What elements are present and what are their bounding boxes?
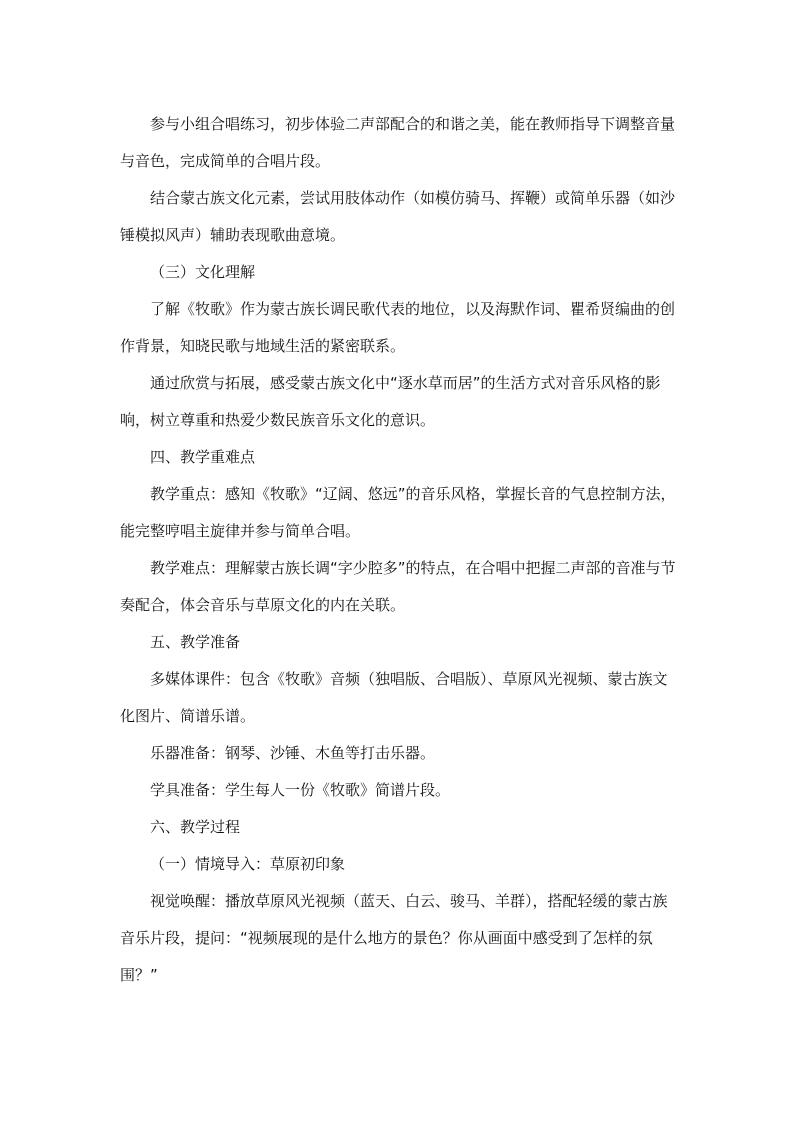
paragraph-small-group-chorus: 参与小组合唱练习，初步体验二声部配合的和谐之美，能在教师指导下调整音量与音色，完成简单的合唱片段。 — [120, 115, 676, 170]
section-heading-teaching-preparation: 五、教学准备 — [150, 633, 241, 651]
paragraph-multimedia-courseware: 多媒体课件：包含《牧歌》音频（独唱版、合唱版）、草原风光视频、蒙古族文化图片、简谱乐谱。 — [120, 670, 668, 725]
paragraph-appreciation-extension: 通过欣赏与拓展，感受蒙古族文化中“逐水草而居”的生活方式对音乐风格的影响，树立尊重和热爱少数民族音乐文化的意识。 — [120, 374, 661, 429]
paragraph-song-background: 了解《牧歌》作为蒙古族长调民歌代表的地位，以及海默作词、瞿希贤编曲的创作背景，知晓民歌与地域生活的紧密联系。 — [120, 300, 676, 355]
paragraph-teaching-focus: 教学重点：感知《牧歌》“辽阔、悠远”的音乐风格，掌握长音的气息控制方法，能完整哼唱主旋律并参与简单合唱。 — [120, 485, 676, 540]
paragraph-visual-awakening: 视觉唤醒：播放草原风光视频（蓝天、白云、骏马、羊群），搭配轻缓的蒙古族音乐片段，提问：“视频展现的是什么地方的景色？你从画面中感受到了怎样的氛围？” — [120, 892, 668, 984]
document-body — [120, 106, 676, 994]
section-heading-cultural-understanding: （三）文化理解 — [150, 263, 256, 281]
section-heading-key-difficult-points: 四、教学重难点 — [150, 448, 256, 466]
section-heading-teaching-process: 六、教学过程 — [150, 818, 241, 836]
paragraph-mongolian-elements: 结合蒙古族文化元素，尝试用肢体动作（如模仿骑马、挥鞭）或简单乐器（如沙锤模拟风声）辅助表现歌曲意境。 — [120, 189, 676, 244]
paragraph-instrument-preparation: 乐器准备：钢琴、沙锤、木鱼等打击乐器。 — [150, 744, 436, 762]
paragraph-student-materials: 学具准备：学生每人一份《牧歌》简谱片段。 — [150, 781, 451, 799]
paragraph-teaching-difficulty: 教学难点：理解蒙古族长调“字少腔多”的特点，在合唱中把握二声部的音准与节奏配合，体会音乐与草原文化的内在关联。 — [120, 559, 676, 614]
subsection-heading-situation-introduction: （一）情境导入：草原初印象 — [150, 855, 346, 873]
